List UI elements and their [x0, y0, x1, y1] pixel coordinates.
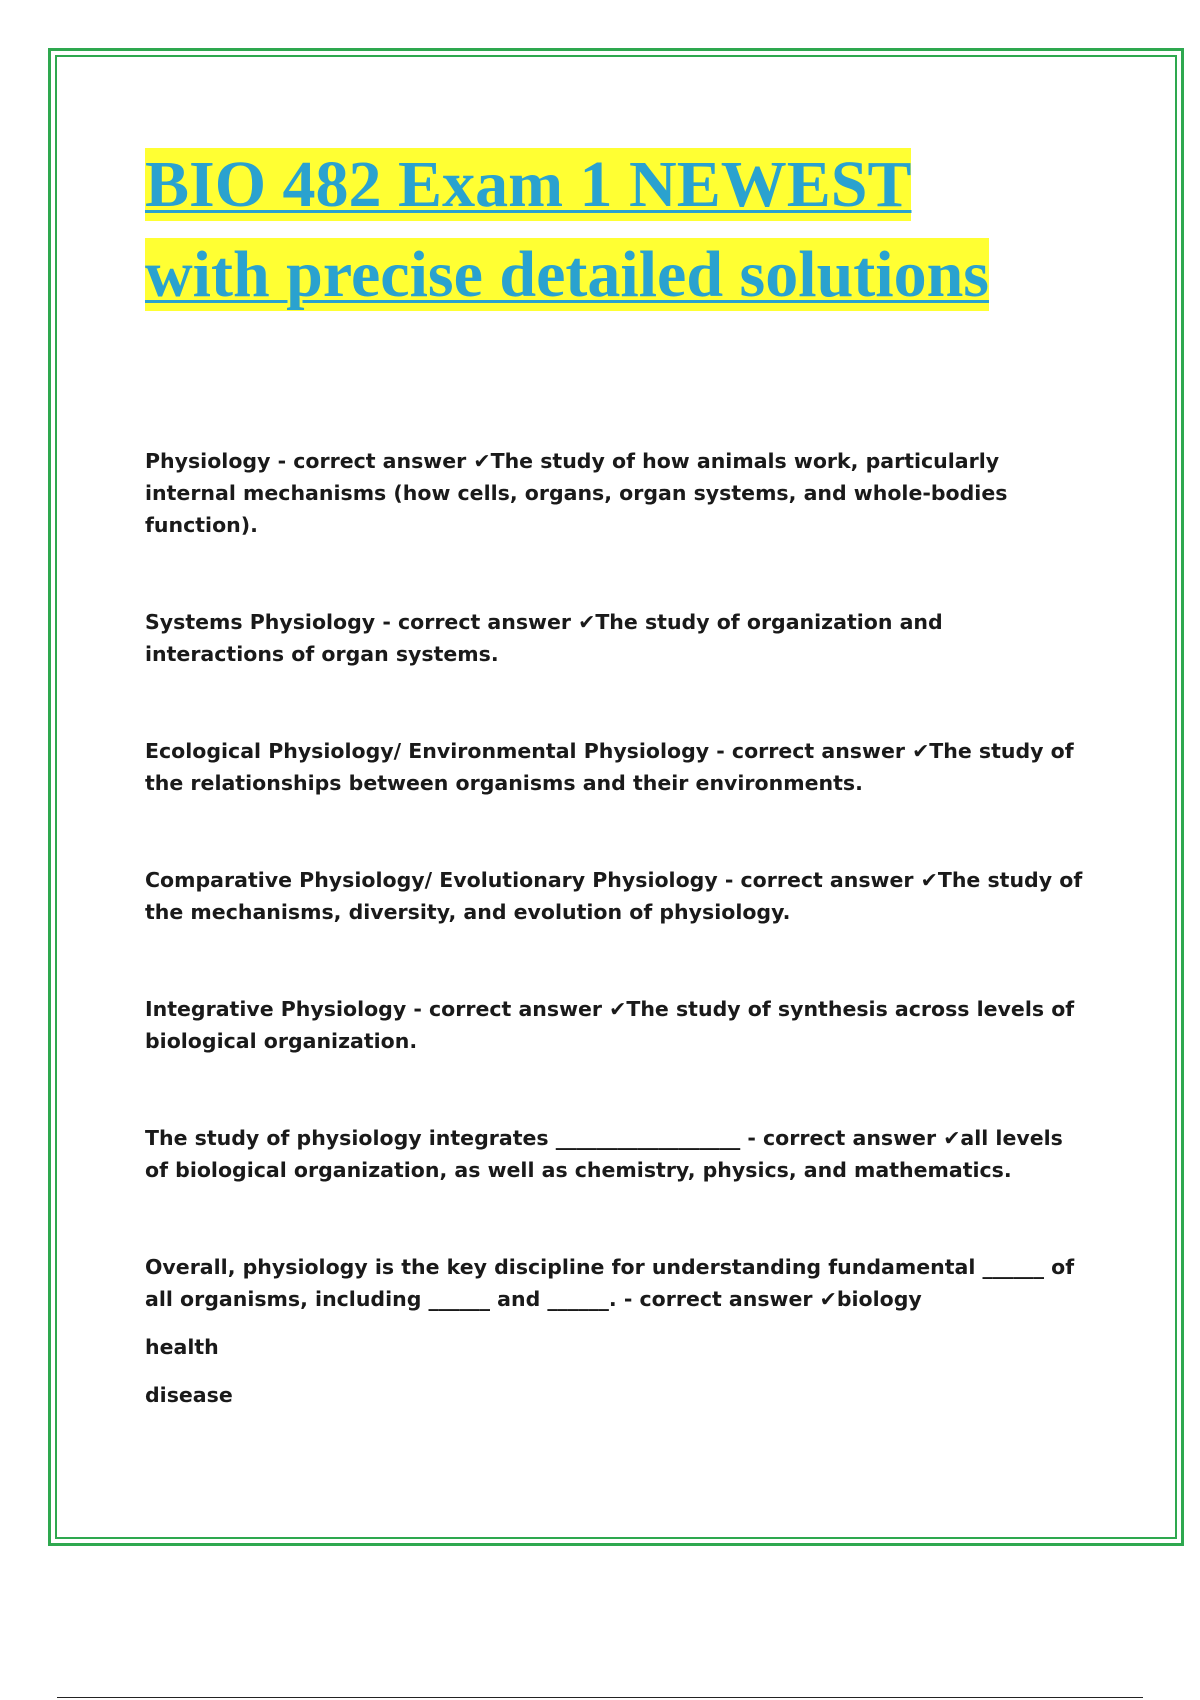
qa-item	[145, 864, 1085, 928]
qa-term: Physiology	[145, 449, 271, 473]
answer-extra-line: disease	[145, 1383, 233, 1407]
qa-term: Ecological Physiology/ Environmental Physiology	[145, 739, 710, 763]
qa-separator: - correct answer	[270, 449, 474, 473]
qa-separator: - correct answer	[375, 610, 579, 634]
qa-term: Overall, physiology is the key discipline for understanding fundamental ______ of all organisms, including ______ and ______.	[145, 1255, 1075, 1311]
qa-item	[145, 735, 1085, 799]
qa-item	[145, 993, 1085, 1057]
qa-answer: biology	[836, 1287, 922, 1311]
check-icon: ✔	[473, 449, 491, 473]
check-icon: ✔	[920, 868, 938, 892]
check-icon: ✔	[943, 1126, 961, 1150]
qa-item	[145, 1251, 1085, 1315]
qa-separator: - correct answer	[740, 1126, 944, 1150]
check-icon: ✔	[912, 739, 930, 763]
title-line-1: BIO 482 Exam 1 NEWEST	[145, 148, 912, 221]
qa-answer: The study of the relationships between organisms and their environments.	[145, 739, 1074, 795]
qa-item	[145, 445, 1085, 541]
qa-separator: - correct answer	[717, 868, 921, 892]
qa-answer: all levels of biological organization, as well as chemistry, physics, and mathematics.	[145, 1126, 1063, 1182]
qa-term: Systems Physiology	[145, 610, 376, 634]
qa-answer: The study of synthesis across levels of biological organization.	[145, 997, 1075, 1053]
document-title	[145, 140, 1085, 320]
qa-item	[145, 606, 1085, 670]
document-content	[145, 140, 1085, 1411]
qa-item	[145, 1122, 1085, 1186]
answer-extra-line: health	[145, 1335, 219, 1359]
qa-term: The study of physiology integrates __________________	[145, 1126, 741, 1150]
qa-list	[145, 445, 1085, 1411]
qa-term: Integrative Physiology	[145, 997, 407, 1021]
qa-separator: - correct answer	[709, 739, 913, 763]
check-icon: ✔	[578, 610, 596, 634]
qa-answer: The study of the mechanisms, diversity, and evolution of physiology.	[145, 868, 1083, 924]
check-icon: ✔	[609, 997, 627, 1021]
title-line-2: with precise detailed solutions	[145, 238, 989, 311]
qa-term: Comparative Physiology/ Evolutionary Physiology	[145, 868, 718, 892]
qa-separator: - correct answer	[406, 997, 610, 1021]
footer-rule	[57, 1697, 1143, 1698]
check-icon: ✔	[819, 1287, 837, 1311]
qa-answer: The study of organization and interactions of organ systems.	[145, 610, 943, 666]
qa-answer: The study of how animals work, particularly internal mechanisms (how cells, organs, organ systems, and whole-bodies function).	[145, 449, 1008, 537]
qa-separator: - correct answer	[616, 1287, 820, 1311]
